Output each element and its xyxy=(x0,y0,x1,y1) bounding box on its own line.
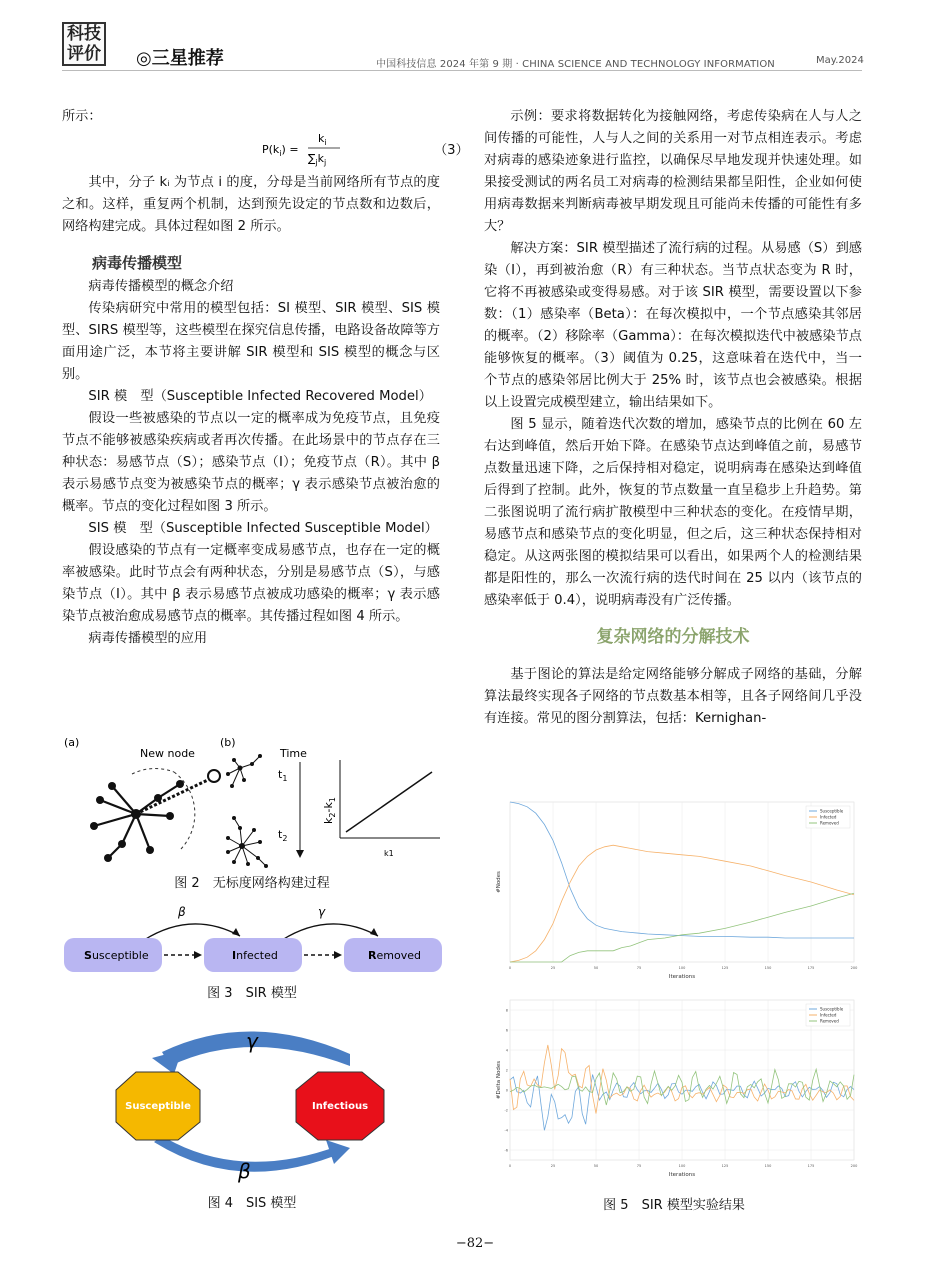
page-number: −82− xyxy=(455,1236,495,1251)
subsection-heading: 病毒传播模型的应用 xyxy=(88,631,208,646)
header-divider xyxy=(62,70,862,71)
new-node-label: New node xyxy=(140,747,195,760)
logo-bottom-text: 评价 xyxy=(67,44,101,64)
svg-text:P(ki) =: $P(k_i)$ = xyxy=(262,143,299,158)
section-title: ◎三星推荐 xyxy=(136,48,224,69)
legend-label: Susceptible xyxy=(820,808,844,814)
paragraph: 解决方案：SIR 模型描述了流行病的过程。从易感（S）到感染（I），再到被治愈（R）有三种状态。当节点状态变为 R 时，它将不再被感染或变得易感。对于该 SIR 模型，需要设置以下参数：（1）感染率（Beta）：在每次模拟中，一个节点感染其邻居的概率。（2）移除率（Gamma）：在每次模拟迭代中被感染节点能够恢复的概率。（3）阈值为 0.25，这意味着在迭代中，当一个节点的感染邻居比例大于 25% 时，该节点也会被感染。根据以上设置完成模型建立，输出结果如下。 xyxy=(484,241,862,410)
x-tick-label: 200 xyxy=(850,1164,858,1168)
t1-label: $t_1$ xyxy=(278,768,288,783)
y-axis-label: #Delta Nodes xyxy=(496,1060,502,1100)
paragraph: SIR 模 型（Susceptible Infected Recovered Model） xyxy=(88,389,432,404)
equation-formula xyxy=(262,128,382,168)
paragraph: 假设一些被感染的节点以一定的概率成为免疫节点，且免疫节点不能够被感染疾病或者再次传播。在此场景中的节点存在三种状态：易感节点（S）；感染节点（I）；免疫节点（R）。其中 β 表示易感节点变为被感染节点的概率；γ 表示感染节点被治愈的概率。节点的变化过程如图 3 所示。 xyxy=(62,411,440,514)
figure-3-caption: 图 3 SIR 模型 xyxy=(207,986,297,1001)
paragraph: SIS 模 型（Susceptible Infected Susceptible Model） xyxy=(88,521,438,536)
x-tick-label: 125 xyxy=(721,966,729,970)
x-tick-label: 25 xyxy=(550,1164,556,1168)
plot-ylabel: $k_2-k_1$ xyxy=(322,797,337,824)
infectious-label: Infectious xyxy=(311,1101,369,1112)
x-tick-label: 0 xyxy=(508,1164,512,1168)
y-tick-label: -6 xyxy=(504,1148,508,1153)
figure-2 xyxy=(62,734,442,870)
network-a xyxy=(94,769,212,858)
y-tick-label: -4 xyxy=(504,1128,508,1133)
removed-label: Removed xyxy=(368,949,421,962)
journal-logo xyxy=(62,22,106,66)
paragraph: 所示： xyxy=(62,109,102,124)
panel-b-label: (b) xyxy=(220,736,236,749)
x-tick-label: 150 xyxy=(764,966,772,970)
svg-text:ki: $k_i$ xyxy=(318,132,327,147)
beta-symbol: β xyxy=(238,1159,251,1183)
x-tick-label: 200 xyxy=(850,966,858,970)
logo-top-text: 科技 xyxy=(67,24,101,44)
x-tick-label: 100 xyxy=(678,966,686,970)
x-tick-label: 150 xyxy=(764,1164,772,1168)
x-tick-label: 100 xyxy=(678,1164,686,1168)
paragraph: 基于图论的算法是给定网络能够分解成子网络的基础，分解算法最终实现各子网络的节点数基本相等，且各子网络间几乎没有连接。常见的图分割算法，包括：Kernighan- xyxy=(484,667,862,726)
y-tick-label: 6 xyxy=(505,1028,508,1033)
figure-3 xyxy=(62,902,444,978)
x-tick-label: 50 xyxy=(593,966,599,970)
equation-number: （3） xyxy=(434,143,469,158)
y-tick-label: -2 xyxy=(504,1108,508,1113)
paragraph: 示例：要求将数据转化为接触网络，考虑传染病在人与人之间传播的可能性，人与人之间的关系用一对节点相连表示。考虑对病毒的感染迹象进行监控，以确保尽早地发现并快速处理。如果接受测试的两名员工对病毒的检测结果都呈阳性，企业如何使用病毒数据来判断病毒被早期发现且可能尚未传播的可能性有多大？ xyxy=(484,109,862,234)
section-heading: 复杂网络的分解技术 xyxy=(596,627,750,647)
figure-5-chart-1 xyxy=(492,796,862,986)
x-tick-label: 50 xyxy=(593,1164,599,1168)
figure-4-caption: 图 4 SIS 模型 xyxy=(207,1196,297,1211)
x-tick-label: 175 xyxy=(807,1164,815,1168)
paragraph: 其中，分子 kᵢ 为节点 i 的度，分母是当前网络所有节点的度之和。这样，重复两个机制，达到预先设定的节点数和边数后，网络构建完成。具体过程如图 2 所示。 xyxy=(62,175,440,234)
x-tick-label: 25 xyxy=(550,966,556,970)
right-column xyxy=(484,106,862,730)
legend-label: Infected xyxy=(820,1012,837,1018)
figure-5-caption: 图 5 SIR 模型实验结果 xyxy=(603,1198,745,1213)
svg-text:∑jkj: $\sum_jk_j$ xyxy=(308,152,327,167)
x-tick-label: 175 xyxy=(807,966,815,970)
legend-label: Infected xyxy=(820,814,837,820)
y-tick-label: 4 xyxy=(505,1048,508,1053)
susceptible-label: Susceptible xyxy=(84,949,149,962)
gamma-symbol: γ xyxy=(318,905,326,919)
beta-symbol: β xyxy=(178,905,186,919)
susceptible-label: Susceptible xyxy=(125,1101,191,1112)
y-tick-label: 8 xyxy=(505,1008,508,1013)
y-tick-label: 0 xyxy=(505,1088,508,1093)
paragraph: 图 5 显示，随着迭代次数的增加，感染节点的比例在 60 左右达到峰值，然后开始下降。在感染节点达到峰值之前，易感节点数量迅速下降，之后保持相对稳定，说明病毒在感染达到峰值后得到了控制。此外，恢复的节点数量一直呈稳步上升趋势。第二张图说明了流行病扩散模型中三种状态的变化。在疫情早期，易感节点和感染节点的变化明显，但之后，这三种状态保持相对稳定。从这两张图的模拟结果可以看出，如果两个人的检测结果都是阳性的，那么一次流行病的迭代时间在 25 以内（该节点的感染率低于 0.4），说明病毒没有广泛传播。 xyxy=(484,417,862,608)
figure-2-caption: 图 2 无标度网络构建过程 xyxy=(174,876,330,891)
legend-label: Removed xyxy=(820,820,839,826)
x-axis-label: Iterations xyxy=(668,1172,696,1178)
t2-label: $t_2$ xyxy=(278,828,288,843)
paragraph: 传染病研究中常用的模型包括：SI 模型、SIR 模型、SIS 模型、SIRS 模型等，这些模型在探究信息传播，电路设备故障等方面用途广泛，本节将主要讲解 SIR 模型和 SIS 模型的概念与区别。 xyxy=(62,301,440,382)
left-column xyxy=(62,106,469,650)
section-heading: 病毒传播模型 xyxy=(92,254,183,272)
paragraph: 假设感染的节点有一定概率变成易感节点，也存在一定的概率被感染。此时节点会有两种状态，分别是易感节点（S），与感染节点（I）。其中 β 表示易感节点被成功感染的概率；γ 表示感染节点被治愈成易感节点的概率。其传播过程如图 4 所示。 xyxy=(62,543,440,624)
legend-label: Removed xyxy=(820,1018,839,1024)
journal-name: 中国科技信息 2024 年第 9 期 · CHINA SCIENCE AND TECHNOLOGY INFORMATION xyxy=(376,59,775,70)
figure-5-chart-2 xyxy=(492,994,862,1184)
x-tick-label: 0 xyxy=(508,966,512,970)
y-tick-label: 2 xyxy=(505,1068,508,1073)
x-axis-label: Iterations xyxy=(668,974,696,980)
infected-label: Infected xyxy=(232,949,278,962)
gamma-symbol: γ xyxy=(246,1029,258,1053)
legend-label: Susceptible xyxy=(820,1006,844,1012)
plot-xlabel: k1 xyxy=(384,849,394,858)
time-label: Time xyxy=(280,747,307,760)
x-tick-label: 125 xyxy=(721,1164,729,1168)
equation-3 xyxy=(62,128,469,172)
x-tick-label: 75 xyxy=(636,966,642,970)
issue-month: May.2024 xyxy=(816,55,864,66)
figure-4 xyxy=(100,1018,400,1188)
subsection-heading: 病毒传播模型的概念介绍 xyxy=(88,279,234,294)
y-axis-label: #Nodes xyxy=(496,871,502,893)
panel-a-label: (a) xyxy=(64,736,80,749)
x-tick-label: 75 xyxy=(636,1164,642,1168)
